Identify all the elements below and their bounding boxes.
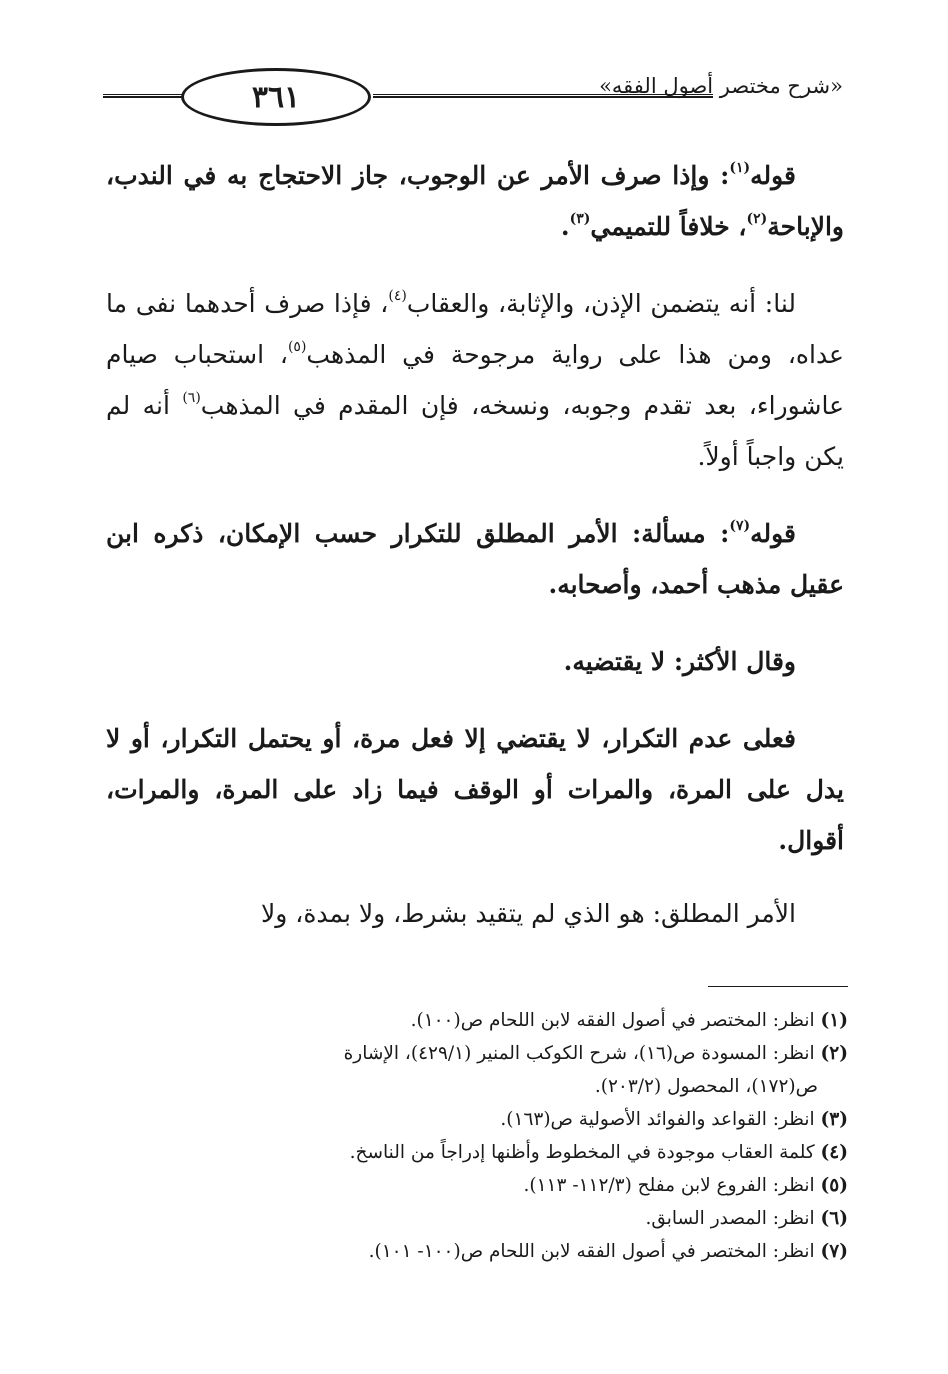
footnote-text: انظر: المختصر في أصول الفقه لابن اللحام ص(١٠٠).: [410, 1010, 821, 1031]
text-run: قوله: [750, 161, 796, 190]
footnote-text: انظر: المصدر السابق.: [645, 1208, 821, 1229]
running-title: «شرح مختصر أصول الفقه»: [599, 74, 843, 98]
text-run: ، استحباب صيام عاشوراء، بعد تقدم وجوبه، ونسخه، فإن المقدم في المذهب: [106, 340, 844, 420]
footnote-text: كلمة العقاب موجودة في المخطوط وأظنها إدراجاً من الناسخ.: [349, 1142, 821, 1163]
footnote-ref[interactable]: (٢): [746, 211, 768, 227]
paragraph: [106, 888, 844, 939]
footnote-item: [106, 1136, 848, 1169]
page-number: ٣٦١: [251, 79, 301, 115]
paragraph: [106, 150, 844, 252]
footnote-ref[interactable]: (٧): [729, 518, 751, 534]
text-run: .: [560, 212, 570, 241]
text-run: وقال الأكثر: لا يقتضيه.: [563, 647, 796, 676]
footnotes: [106, 1004, 848, 1268]
footnote-number: (٥): [820, 1175, 848, 1196]
footnote-continuation: ص(١٧٢)، المحصول (٢٠٣/٢).: [594, 1076, 818, 1097]
footnote-item: [106, 1202, 848, 1235]
footnote-number: (٦): [820, 1208, 848, 1229]
text-run: قوله: [750, 519, 796, 548]
paragraph: [106, 508, 844, 610]
footnote-text: انظر: القواعد والفوائد الأصولية ص(١٦٣).: [500, 1109, 821, 1130]
body-text: [106, 150, 844, 939]
paragraph: [106, 278, 844, 482]
footnote-item: [106, 1004, 848, 1037]
page-header: [103, 68, 843, 132]
text-run: ، فإذا صرف أحدهما نفى ما عداه، ومن هذا على رواية مرجوحة في المذهب: [106, 289, 844, 369]
footnote-item: [106, 1169, 848, 1202]
footnote-ref[interactable]: (٦): [182, 390, 201, 406]
text-run: ، خلافاً للتميمي: [590, 212, 747, 241]
text-run: : وإذا صرف الأمر عن الوجوب، جاز الاحتجاج به في الندب، والإباحة: [106, 161, 844, 241]
text-run: الأمر المطلق: هو الذي لم يتقيد بشرط، ولا بمدة، ولا: [260, 899, 796, 928]
footnote-number: (٤): [820, 1142, 848, 1163]
footnote-ref[interactable]: (٤): [388, 288, 407, 304]
paragraph: [106, 713, 844, 866]
footnote-ref[interactable]: (١): [729, 160, 751, 176]
footnote-item: [106, 1037, 848, 1070]
footnote-item: [106, 1103, 848, 1136]
header-rule-left: [103, 94, 183, 98]
footnote-number: (٣): [820, 1109, 848, 1130]
footnote-text: انظر: المختصر في أصول الفقه لابن اللحام ص(١٠٠- ١٠١).: [368, 1241, 821, 1262]
footnote-number: (١): [820, 1010, 848, 1031]
footnote-number: (٢): [820, 1043, 848, 1064]
text-run: لنا: أنه يتضمن الإذن، والإثابة، والعقاب: [406, 289, 796, 318]
text-run: : مسألة: الأمر المطلق للتكرار حسب الإمكان، ذكره ابن عقيل مذهب أحمد، وأصحابه.: [106, 519, 844, 599]
paragraph: [106, 636, 844, 687]
footnote-number: (٧): [820, 1241, 848, 1262]
footnote-ref[interactable]: (٥): [287, 339, 307, 355]
footnote-text: انظر: المسودة ص(١٦)، شرح الكوكب المنير (٤٢٩/١)، الإشارة: [343, 1043, 821, 1064]
footnote-separator: [708, 986, 848, 987]
page-number-oval: [181, 68, 371, 126]
text-run: أنه لم يكن واجباً أولاً.: [106, 391, 844, 471]
footnote-ref[interactable]: (٣): [569, 211, 591, 227]
text-run: فعلى عدم التكرار، لا يقتضي إلا فعل مرة، أو يحتمل التكرار، أو لا يدل على المرة، والمرات أو الوقف فيما زاد على المرة، والمرات، أقوال.: [106, 724, 844, 855]
footnote-text: انظر: الفروع لابن مفلح (١١٢/٣- ١١٣).: [523, 1175, 821, 1196]
footnote-item: [106, 1235, 848, 1268]
